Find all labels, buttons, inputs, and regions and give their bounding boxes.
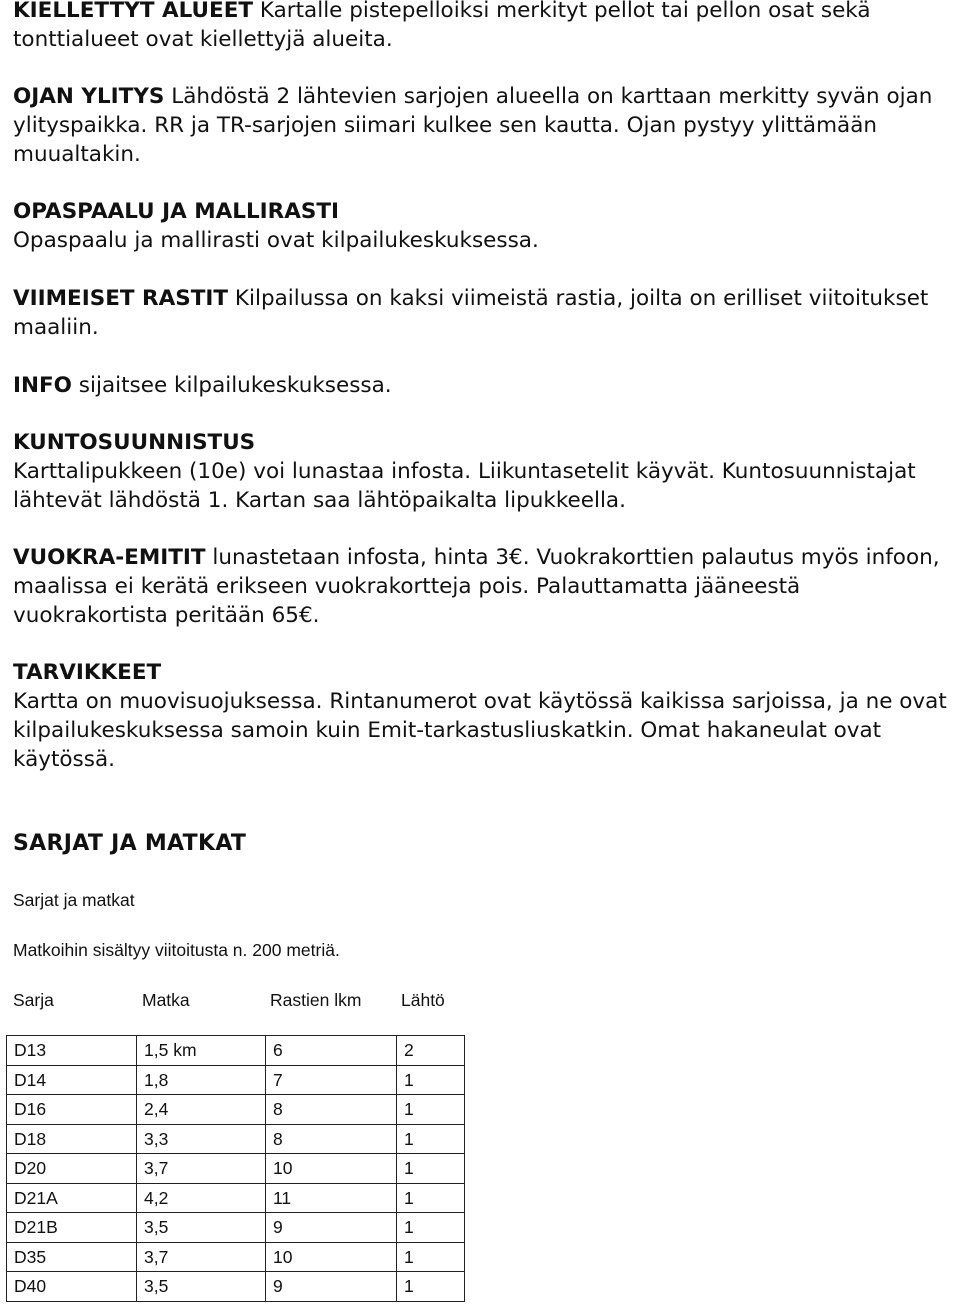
table-cell: 9 <box>266 1213 397 1243</box>
table-cell: D35 <box>7 1242 137 1272</box>
table-row <box>7 1124 465 1154</box>
paragraph-text: lunastetaan infosta, hinta 3€. Vuokrakorttien palautus myös infoon, maalissa ei kerätä erikseen vuokrakortteja pois. Palauttamatta jääneestä vuokrakortista peritään 65€. <box>13 545 940 628</box>
table-cell: 1 <box>397 1154 465 1184</box>
paragraph-tarvikkeet <box>13 658 958 774</box>
paragraph-kielletyt-alueet <box>13 0 948 54</box>
paragraph-ojan-ylitys <box>13 82 948 169</box>
table-cell: D20 <box>7 1154 137 1184</box>
table-cell: 8 <box>266 1124 397 1154</box>
table-row <box>7 1183 465 1213</box>
paragraph-info <box>13 371 948 400</box>
table-cell: 3,7 <box>137 1242 266 1272</box>
table-cell: 1 <box>397 1242 465 1272</box>
table-cell: 10 <box>266 1154 397 1184</box>
paragraph-heading: TARVIKKEET <box>13 660 162 685</box>
paragraph-text: Kartta on muovisuojuksessa. Rintanumerot ovat käytössä kaikissa sarjoissa, ja ne ovat kilpailukeskuksessa samoin kuin Emit-tarkastusliuskatkin. Omat hakaneulat ovat käytössä. <box>13 689 947 772</box>
paragraph-heading: KIELLETTYT ALUEET <box>13 0 254 23</box>
section-title: SARJAT JA MATKAT <box>13 831 247 856</box>
results-table <box>6 1035 465 1302</box>
table-row <box>7 1154 465 1184</box>
table-cell: D14 <box>7 1065 137 1095</box>
table-cell: 1 <box>397 1095 465 1125</box>
table-cell: D40 <box>7 1272 137 1302</box>
paragraph-opaspaalu <box>13 197 948 255</box>
table-cell: D21A <box>7 1183 137 1213</box>
paragraph-text: Opaspaalu ja mallirasti ovat kilpailukeskuksessa. <box>13 228 539 253</box>
table-cell: D21B <box>7 1213 137 1243</box>
table-cell: D16 <box>7 1095 137 1125</box>
table-cell: 1 <box>397 1124 465 1154</box>
table-cell: 3,5 <box>137 1272 266 1302</box>
table-cell: 2,4 <box>137 1095 266 1125</box>
table-cell: 8 <box>266 1095 397 1125</box>
table-cell: 2 <box>397 1036 465 1066</box>
paragraph-heading: VUOKRA-EMITIT <box>13 545 206 570</box>
table-cell: 1,5 km <box>137 1036 266 1066</box>
paragraph-text: Lähdöstä 2 lähtevien sarjojen alueella on karttaan merkitty syvän ojan ylityspaikka. RR ja TR-sarjojen siimari kulkee sen kautta. Ojan pystyy ylittämään muualtakin. <box>13 84 933 167</box>
table-cell: 10 <box>266 1242 397 1272</box>
paragraph-text: Karttalipukkeen (10e) voi lunastaa infosta. Liikuntasetelit käyvät. Kuntosuunnistajat lähtevät lähdöstä 1. Kartan saa lähtöpaikalta lipukkeella. <box>13 459 916 513</box>
table-cell: 11 <box>266 1183 397 1213</box>
paragraph-heading: VIIMEISET RASTIT <box>13 286 229 311</box>
table-row <box>7 1065 465 1095</box>
paragraph-heading: OJAN YLITYS <box>13 84 165 109</box>
table-cell: 1 <box>397 1183 465 1213</box>
table-cell: D18 <box>7 1124 137 1154</box>
paragraph-vuokra-emitit <box>13 543 958 630</box>
table-cell: 7 <box>266 1065 397 1095</box>
paragraph-text: sijaitsee kilpailukeskuksessa. <box>71 373 392 398</box>
table-row <box>7 1242 465 1272</box>
column-header-matka: Matka <box>142 990 190 1010</box>
paragraph-heading: OPASPAALU JA MALLIRASTI <box>13 199 340 224</box>
paragraph-text: Kilpailussa on kaksi viimeistä rastia, joilta on erilliset viitoitukset maaliin. <box>13 286 929 340</box>
paragraph-text: Kartalle pistepelloiksi merkityt pellot tai pellon osat sekä tonttialueet ovat kiellettyjä alueita. <box>13 0 871 52</box>
table-cell: 1 <box>397 1065 465 1095</box>
table-row <box>7 1036 465 1066</box>
table-cell: 9 <box>266 1272 397 1302</box>
table-cell: D13 <box>7 1036 137 1066</box>
table-cell: 1 <box>397 1272 465 1302</box>
section-subtitle: Sarjat ja matkat <box>13 890 135 910</box>
table-row <box>7 1272 465 1302</box>
table-cell: 4,2 <box>137 1183 266 1213</box>
table-cell: 3,5 <box>137 1213 266 1243</box>
table-cell: 1,8 <box>137 1065 266 1095</box>
table-cell: 3,3 <box>137 1124 266 1154</box>
table-cell: 1 <box>397 1213 465 1243</box>
paragraph-heading: KUNTOSUUNNISTUS <box>13 430 256 455</box>
column-header-lahto: Lähtö <box>401 990 445 1010</box>
table-cell: 6 <box>266 1036 397 1066</box>
column-header-rastien-lkm: Rastien lkm <box>270 990 362 1010</box>
table-cell: 3,7 <box>137 1154 266 1184</box>
paragraph-kuntosuunnistus <box>13 428 948 515</box>
results-table-body <box>7 1036 465 1302</box>
section-note: Matkoihin sisältyy viitoitusta n. 200 metriä. <box>13 940 340 960</box>
column-header-sarja: Sarja <box>13 990 54 1010</box>
paragraph-viimeiset-rastit <box>13 284 948 342</box>
paragraph-heading: INFO <box>13 373 72 398</box>
table-row <box>7 1213 465 1243</box>
table-row <box>7 1095 465 1125</box>
